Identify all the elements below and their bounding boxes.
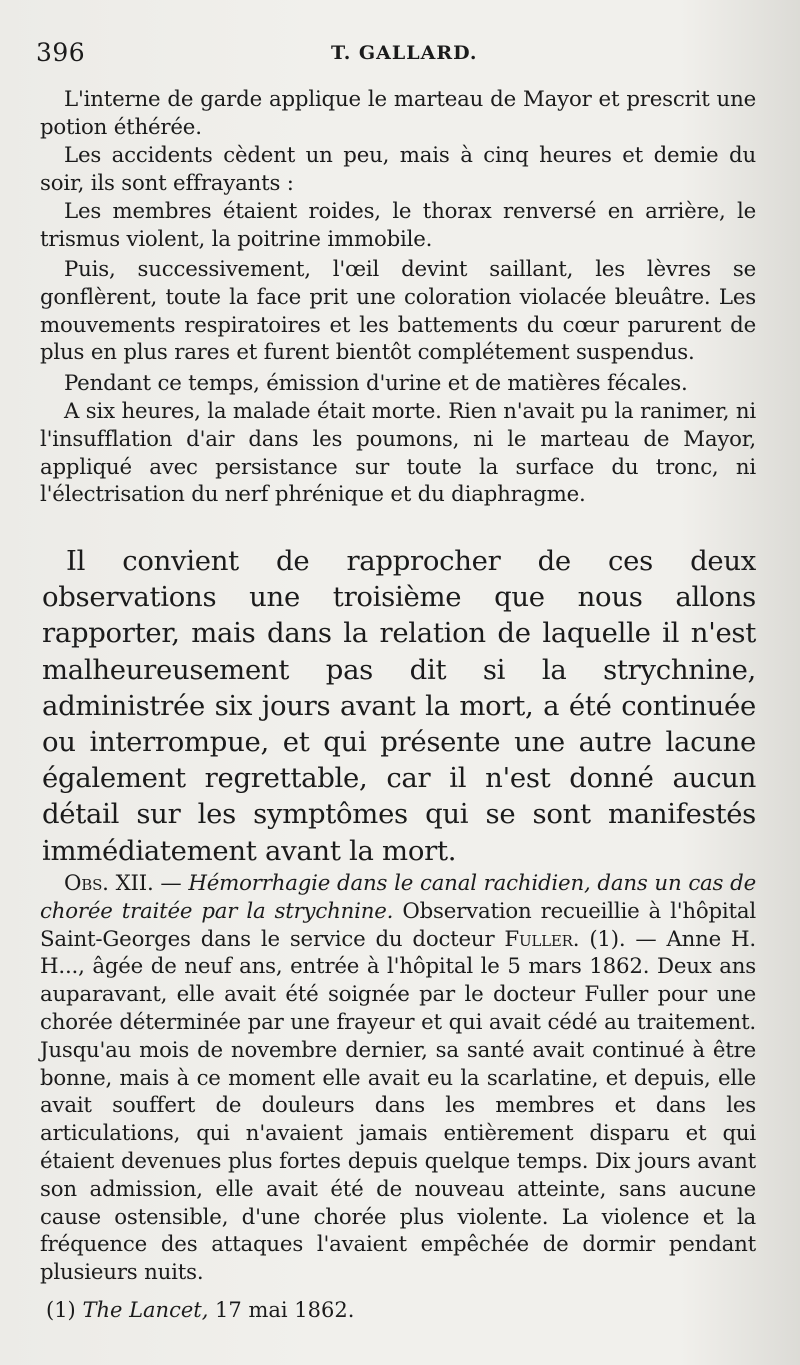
page-number: 396 [36, 38, 86, 67]
footnote-marker: (1) [46, 1298, 76, 1322]
paragraph-membres: Les membres étaient roides, le thorax renversé en arrière, le trismus violent, la poitrine immobile. [40, 199, 756, 252]
observation-text-rest: . (1). — Anne H. H..., âgée de neuf ans, entrée à l'hôpital le 5 mars 1862. Deux ans auparavant, elle avait été soignée par le docteur Fuller pour une chorée déterminée par une frayeur et qui avait cédé au traitement. Jusqu'au mois de novembre dernier, sa santé avait continué à être bonne, mais à ce moment elle avait eu la scarlatine, et depuis, elle avait souffert de douleurs dans les membres et dans les articulations, qui n'avaient jamais entièrement disparu et qui étaient devenues plus fortes depuis quelque temps. Dix jours avant son admission, elle avait été de nouveau atteinte, sans aucune cause ostensible, d'une chorée plus violente. La violence et la fréquence des attaques l'avaient empêchée de dormir pendant plusieurs nuits. [40, 926, 756, 1286]
observation-xii [40, 870, 756, 1287]
doctor-name: Fuller [504, 926, 573, 952]
footnote [46, 1296, 354, 1324]
paragraph-successivement: Puis, successivement, l'œil devint saillant, les lèvres se gonflèrent, toute la face prit une coloration violacée bleuâtre. Les mouvements respiratoires et les battements du cœur parurent de plus en plus rares et furent bientôt complétement suspendus. [40, 257, 756, 366]
paragraph-intern-garde: L'interne de garde applique le marteau de Mayor et prescrit une potion éthérée. [40, 87, 756, 140]
footnote-date: 17 mai 1862. [208, 1298, 355, 1322]
page-header [36, 38, 766, 72]
paragraph-pendant: Pendant ce temps, émission d'urine et de matières fécales. [64, 371, 688, 396]
observation-title: Hémorrhagie dans le canal rachidien, dans un cas de chorée traitée par la strychnine. [40, 871, 756, 924]
observation-dash: — [153, 871, 189, 896]
paragraph-six-heures: A six heures, la malade était morte. Rien n'avait pu la ranimer, ni l'insufflation d'air dans les poumons, ni le marteau de Mayor, appliqué avec persistance sur toute la surface du tronc, ni l'électrisation du nerf phrénique et du diaphragme. [40, 399, 756, 508]
running-head: T. GALLARD. [331, 42, 478, 64]
observation-label: Obs. XII. [64, 871, 154, 896]
observation-text-start: Observation recueillie à l'hôpital Saint-Georges dans le service du docteur [40, 898, 757, 952]
footnote-source: The Lancet, [82, 1298, 209, 1322]
paragraph-rapprocher: Il convient de rapprocher de ces deux observations une troisième que nous allons rapporter, mais dans la relation de laquelle il n'est malheureusement pas dit si la strychnine, administrée six jours avant la mort, a été continuée ou interrompue, et qui présente une autre lacune également regrettable, car il n'est donné aucun détail sur les symptômes qui se sont manifestés immédiatement avant la mort. [42, 545, 756, 867]
paragraph-accidents: Les accidents cèdent un peu, mais à cinq heures et demie du soir, ils sont effrayants : [40, 143, 756, 196]
